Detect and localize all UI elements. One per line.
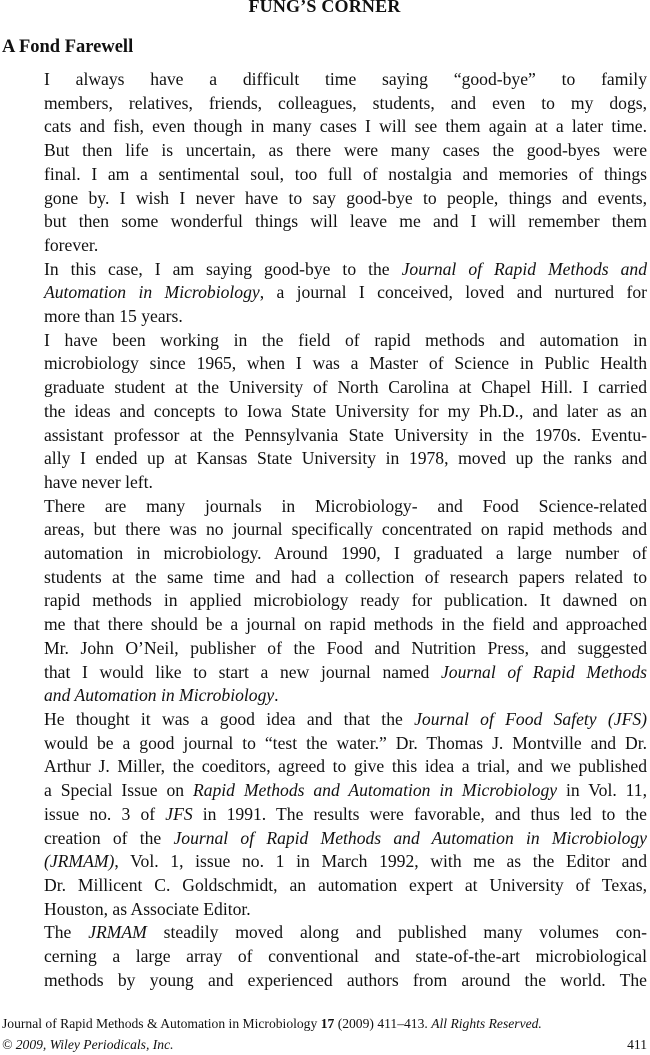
text-run: automation in microbiology. Around 1990, I graduated a large number of: [44, 543, 647, 564]
footer-copyright-row: [2, 1034, 647, 1055]
text-run: issue no. 3 of: [44, 803, 166, 824]
text-run: There are many journals in Microbiology- and Food Science-related: [44, 495, 647, 516]
text-line: [2, 661, 647, 685]
section-title: FUNG’S CORNER: [248, 0, 401, 16]
text-run: more than 15 years.: [44, 306, 183, 327]
italic-text: and Automation in Microbiology: [44, 685, 275, 706]
text-run: The: [44, 922, 89, 943]
text-run: students at the same time and had a collection of research papers related to: [44, 566, 647, 587]
text-run: a Special Issue on: [44, 780, 193, 801]
text-run: assistant professor at the Pennsylvania State University in the 1970s. Eventu-: [44, 424, 647, 445]
text-run: I have been working in the field of rapid methods and automation in: [44, 329, 647, 350]
italic-text: (JRMAM): [44, 851, 115, 872]
text-run: Arthur J. Miller, the coeditors, agreed to give this idea a trial, and we published: [44, 756, 647, 777]
text-line: [2, 755, 647, 779]
text-run: final. I am a sentimental soul, too full of nostalgia and memories of things: [44, 163, 647, 184]
text-run: Dr. Millicent C. Goldschmidt, an automation expert at University of Texas,: [44, 874, 647, 895]
text-line: [2, 115, 647, 139]
text-run: have never left.: [44, 471, 153, 492]
text-run: gone by. I wish I never have to say good-bye to people, things and events,: [44, 187, 647, 208]
text-line: [2, 613, 647, 637]
text-run: in Vol. 11,: [557, 780, 647, 801]
text-line: [2, 187, 647, 211]
text-line: [2, 329, 647, 353]
text-line: [2, 139, 647, 163]
italic-text: Automation in Microbiology: [44, 282, 260, 303]
text-run: microbiology since 1965, when I was a Master of Science in Public Health: [44, 353, 647, 374]
text-line: [2, 945, 647, 969]
text-line: [2, 969, 647, 993]
paragraph: [2, 495, 647, 708]
footer-citation-row: [2, 1013, 647, 1034]
text-line: [2, 376, 647, 400]
text-run: .: [274, 685, 279, 706]
text-run: members, relatives, friends, colleagues, students, and even to my dogs,: [44, 92, 647, 113]
footer-rights: All Rights Reserved.: [431, 1016, 542, 1031]
text-line: [2, 234, 647, 258]
text-line: [2, 518, 647, 542]
text-line: [2, 637, 647, 661]
footer-journal-name: Journal of Rapid Methods & Automation in Microbiology: [2, 1016, 318, 1031]
text-line: [2, 898, 647, 922]
italic-text: Journal of Rapid Methods and: [401, 258, 647, 279]
text-line: [2, 803, 647, 827]
text-line: [2, 92, 647, 116]
italic-text: Journal of Rapid Methods and Automation in Microbiology: [173, 827, 647, 848]
text-line: [2, 447, 647, 471]
footer-year-pages: (2009) 411–413.: [337, 1016, 428, 1031]
text-line: [2, 921, 647, 945]
text-run: Mr. John O’Neil, publisher of the Food and Nutrition Press, and suggested: [44, 637, 647, 658]
text-line: [2, 305, 647, 329]
text-line: [2, 566, 647, 590]
text-line: [2, 708, 647, 732]
text-run: I always have a difficult time saying “good-bye” to family: [44, 69, 647, 89]
article-title: A Fond Farewell: [2, 37, 134, 57]
text-run: in 1991. The results were favorable, and thus led to the: [192, 803, 647, 824]
text-run: But then life is uncertain, as there were many cases the good-byes were: [44, 140, 647, 161]
text-run: that I would like to start a new journal named: [44, 661, 441, 682]
text-line: [2, 281, 647, 305]
text-run: creation of the: [44, 827, 174, 848]
paragraph: [2, 68, 647, 258]
page-footer: [2, 1013, 647, 1055]
text-line: [2, 495, 647, 519]
text-run: Houston, as Associate Editor.: [44, 898, 251, 919]
text-run: areas, but there was no journal specifically concentrated on rapid methods and: [44, 519, 647, 540]
footer-copyright: © 2009, Wiley Periodicals, Inc.: [2, 1037, 174, 1052]
text-line: [2, 874, 647, 898]
text-run: forever.: [44, 234, 99, 255]
footer-volume: 17: [320, 1016, 335, 1031]
text-run: steadily moved along and published many volumes con-: [146, 922, 647, 943]
text-run: me that there should be a journal on rapid methods in the field and approached: [44, 614, 647, 635]
text-line: [2, 827, 647, 851]
text-line: [2, 68, 647, 92]
text-line: [2, 684, 647, 708]
text-line: [2, 471, 647, 495]
text-line: [2, 542, 647, 566]
text-run: but then some wonderful things will leave me and I will remember them: [44, 211, 647, 232]
italic-text: JRMAM: [88, 922, 147, 943]
text-line: [2, 589, 647, 613]
text-line: [2, 779, 647, 803]
text-run: would be a good journal to “test the water.” Dr. Thomas J. Montville and Dr.: [44, 732, 647, 753]
italic-text: JFS: [165, 803, 193, 824]
text-run: cats and fish, even though in many cases I will see them again at a later time.: [44, 116, 647, 137]
text-run: ally I ended up at Kansas State University in 1978, moved up the ranks and: [44, 448, 647, 469]
page-number: 411: [627, 1037, 647, 1052]
text-run: graduate student at the University of North Carolina at Chapel Hill. I carried: [44, 377, 647, 398]
text-line: [2, 258, 647, 282]
paragraph: [2, 329, 647, 495]
text-run: In this case, I am saying good-bye to the: [44, 258, 402, 279]
text-line: [2, 163, 647, 187]
italic-text: Journal of Food Safety (JFS): [414, 708, 647, 729]
paragraph: [2, 258, 647, 329]
footer-citation: [2, 1013, 542, 1034]
text-line: [2, 424, 647, 448]
paragraph: [2, 921, 647, 992]
text-line: [2, 732, 647, 756]
text-line: [2, 210, 647, 234]
text-run: the ideas and concepts to Iowa State University for my Ph.D., and later as an: [44, 400, 647, 421]
article-body: [2, 68, 647, 992]
text-run: cerning a large array of conventional and state-of-the-art microbiological: [44, 946, 647, 967]
text-line: [2, 850, 647, 874]
text-line: [2, 352, 647, 376]
text-line: [2, 400, 647, 424]
text-run: rapid methods in applied microbiology ready for publication. It dawned on: [44, 590, 647, 611]
text-run: , Vol. 1, issue no. 1 in March 1992, with me as the Editor and: [114, 851, 647, 872]
text-run: methods by young and experienced authors from around the world. The: [44, 969, 647, 990]
italic-text: Rapid Methods and Automation in Microbiology: [192, 780, 558, 801]
text-run: He thought it was a good idea and that the: [44, 708, 415, 729]
text-run: , a journal I conceived, loved and nurtured for: [259, 282, 648, 303]
paragraph: [2, 708, 647, 921]
italic-text: Journal of Rapid Methods: [441, 661, 647, 682]
journal-page: [2, 0, 647, 1054]
